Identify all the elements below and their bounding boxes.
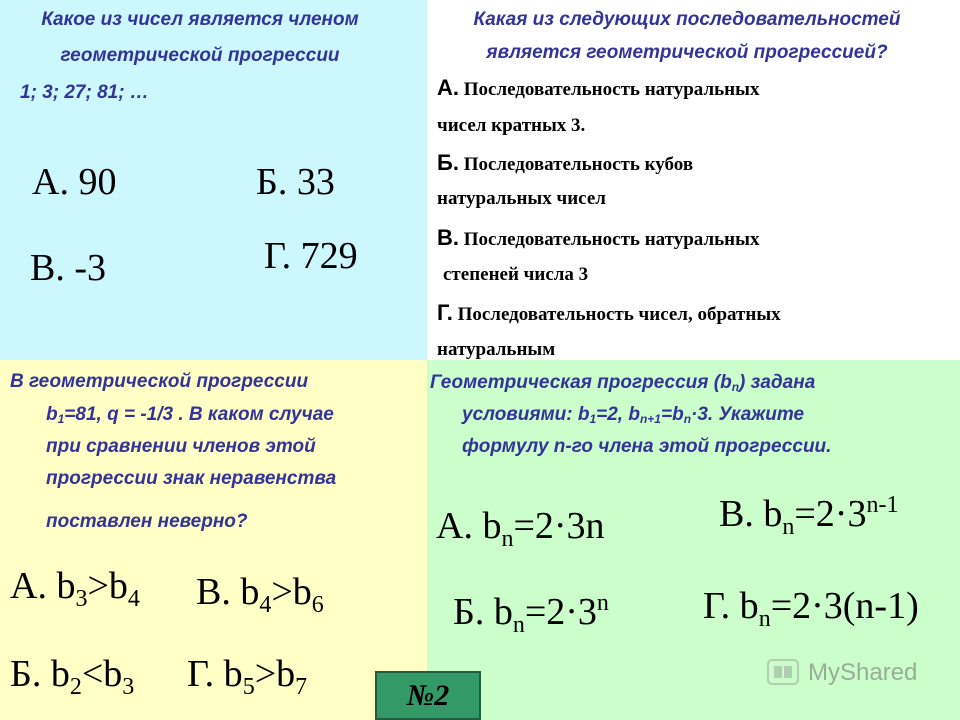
q4-option-g: Г. $b_n=2\cdot 3(n-1)$ bbox=[703, 585, 919, 632]
q3-option-a: А. $b_3>b_4$ bbox=[10, 565, 140, 612]
q2-option-g-line1 bbox=[437, 300, 781, 326]
q3-line2 bbox=[46, 404, 334, 426]
q3-line2-rest: =81, q = -1/3 . В каком случае bbox=[64, 404, 334, 425]
q4-option-v: В. $b_n=2\cdot 3^{n-1}$ bbox=[719, 492, 899, 540]
q2-option-g-letter: Г. bbox=[437, 300, 453, 325]
q3-option-g: Г. $b_5>b_7$ bbox=[187, 653, 308, 700]
q2-option-v-text1: Последовательность натуральных bbox=[463, 229, 760, 250]
q2-option-b-line1 bbox=[437, 150, 693, 176]
q2-title-line2: является геометрической прогрессией? bbox=[486, 42, 888, 63]
q2-option-a-letter: А. bbox=[437, 75, 459, 100]
q4-option-b: Б. $b_n=2\cdot 3^n$ bbox=[453, 590, 609, 638]
q1-title-line2: геометрической прогрессии bbox=[60, 45, 340, 66]
q1-option-a: А. 90 bbox=[32, 161, 117, 203]
q3-line5: поставлен неверно? bbox=[46, 511, 248, 532]
question-3-panel bbox=[0, 360, 427, 720]
q3-option-v: В. $b_4>b_6$ bbox=[196, 571, 324, 618]
slide-number-badge: №2 bbox=[375, 671, 481, 720]
q1-sequence: 1; 3; 27; 81; … bbox=[20, 82, 149, 103]
q3-line1: В геометрической прогрессии bbox=[10, 371, 309, 392]
q4-line1: Геометрическая прогрессия $(b_n)$ задана bbox=[430, 372, 816, 394]
question-1-panel bbox=[0, 0, 427, 360]
q2-option-v-line1 bbox=[437, 225, 759, 251]
q1-option-v: В. -3 bbox=[30, 247, 106, 289]
q3-line4: прогрессии знак неравенства bbox=[46, 468, 337, 489]
q2-option-a-text2: чисел кратных 3. bbox=[437, 115, 586, 136]
q2-option-a-text1: Последовательность натуральных bbox=[463, 79, 760, 100]
q2-option-b-letter: Б. bbox=[437, 150, 459, 175]
q2-option-a-line1 bbox=[437, 75, 759, 101]
q2-title-line1: Какая из следующих последовательностей bbox=[473, 9, 901, 30]
q4-line3: формулу n-го члена этой прогрессии. bbox=[462, 436, 832, 457]
q4-option-a: А. $b_n=2\cdot 3n$ bbox=[436, 505, 605, 552]
q2-option-b-text1: Последовательность кубов bbox=[463, 154, 694, 175]
q3-line2-sub: 1 bbox=[57, 412, 65, 426]
q2-option-b-text2: натуральных чисел bbox=[437, 188, 606, 209]
q2-option-v-letter: В. bbox=[437, 225, 459, 250]
q3-option-b: Б. $b_2<b_3$ bbox=[10, 653, 135, 700]
q3-line3: при сравнении членов этой bbox=[46, 436, 316, 457]
q3-line2-b: b bbox=[46, 404, 58, 425]
q2-option-g-text1: Последовательность чисел, обратных bbox=[457, 304, 781, 325]
watermark-text: MyShared bbox=[808, 659, 918, 686]
q1-title-line1: Какое из чисел является членом bbox=[41, 9, 359, 30]
q4-line2: условиями: $b_1=2$, $b_{n+1}=b_n\cdot 3$. Укажите bbox=[462, 404, 805, 426]
q1-option-g: Г. 729 bbox=[264, 235, 358, 277]
q2-option-g-text2: натуральным bbox=[437, 339, 556, 360]
q1-option-b: Б. 33 bbox=[256, 161, 335, 203]
q2-option-v-text2: степеней числа 3 bbox=[443, 264, 589, 285]
question-2-panel bbox=[427, 0, 960, 360]
